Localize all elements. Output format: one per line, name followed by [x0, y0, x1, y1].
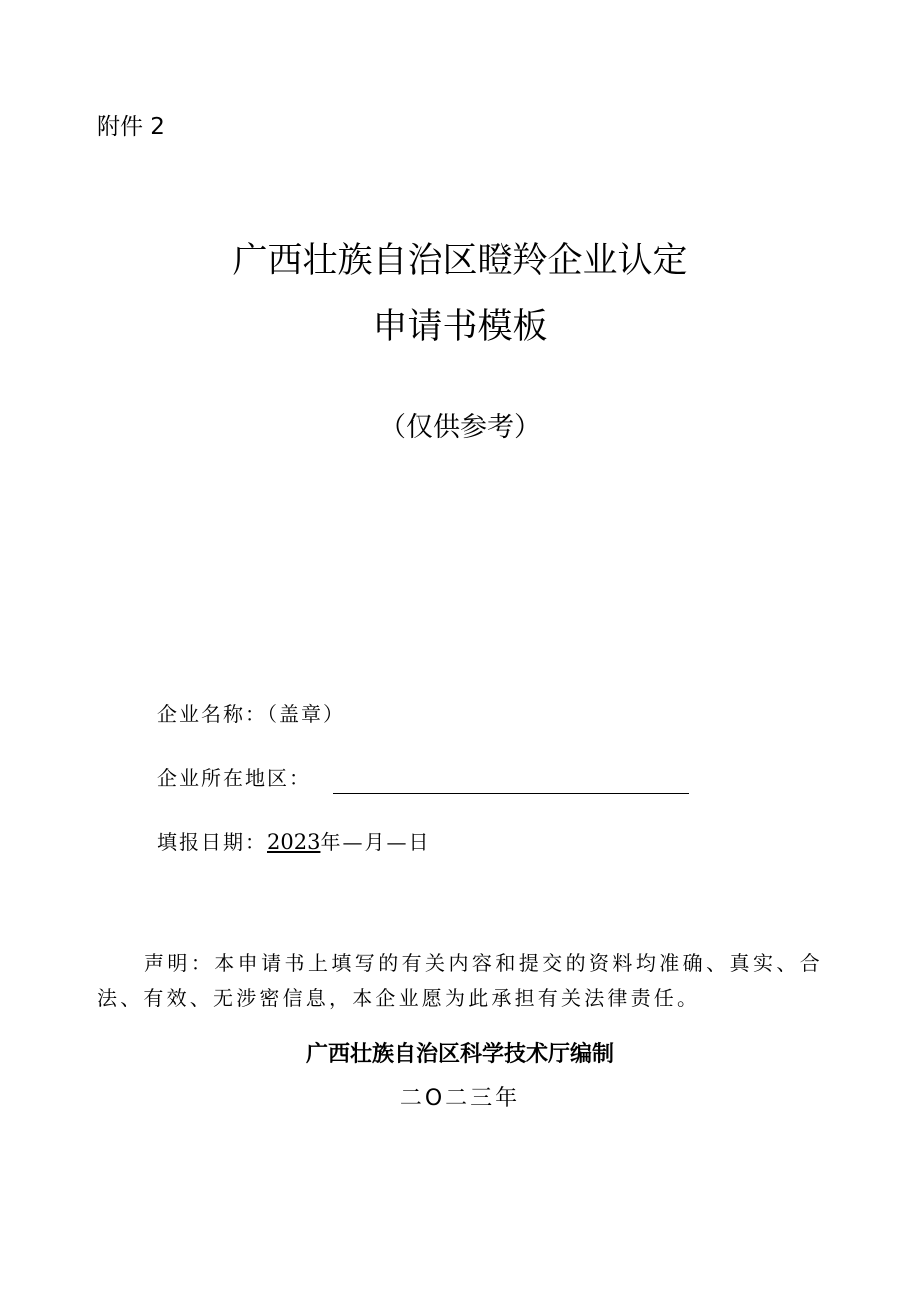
compiler-line: 广西壮族自治区科学技术厅编制: [305, 1042, 614, 1067]
filing-date-label: 填报日期：: [157, 830, 267, 854]
document-title-line-1: 广西壮族自治区瞪羚企业认定: [232, 241, 688, 281]
company-region-field: [157, 762, 689, 794]
compile-year-line: 二O二三年: [399, 1086, 521, 1111]
declaration-paragraph: 声明：本申请书上填写的有关内容和提交的资料均准确、真实、合法、有效、无涉密信息，本企业愿为此承担有关法律责任。: [97, 951, 823, 1010]
document-title-line-2: 申请书模板: [372, 307, 548, 347]
attachment-label: 附件 2: [97, 114, 165, 140]
company-region-blank-line: [333, 771, 689, 794]
document-subtitle: （仅供参考）: [379, 412, 541, 443]
filing-date-field: [157, 826, 430, 858]
filing-date-year: 2023: [267, 830, 321, 854]
filing-date-rest: 年—月—日: [320, 830, 431, 854]
company-name-field: [157, 698, 345, 730]
company-name-label: 企业名称：（盖章）: [157, 702, 345, 726]
company-region-label: 企业所在地区：: [157, 766, 311, 790]
